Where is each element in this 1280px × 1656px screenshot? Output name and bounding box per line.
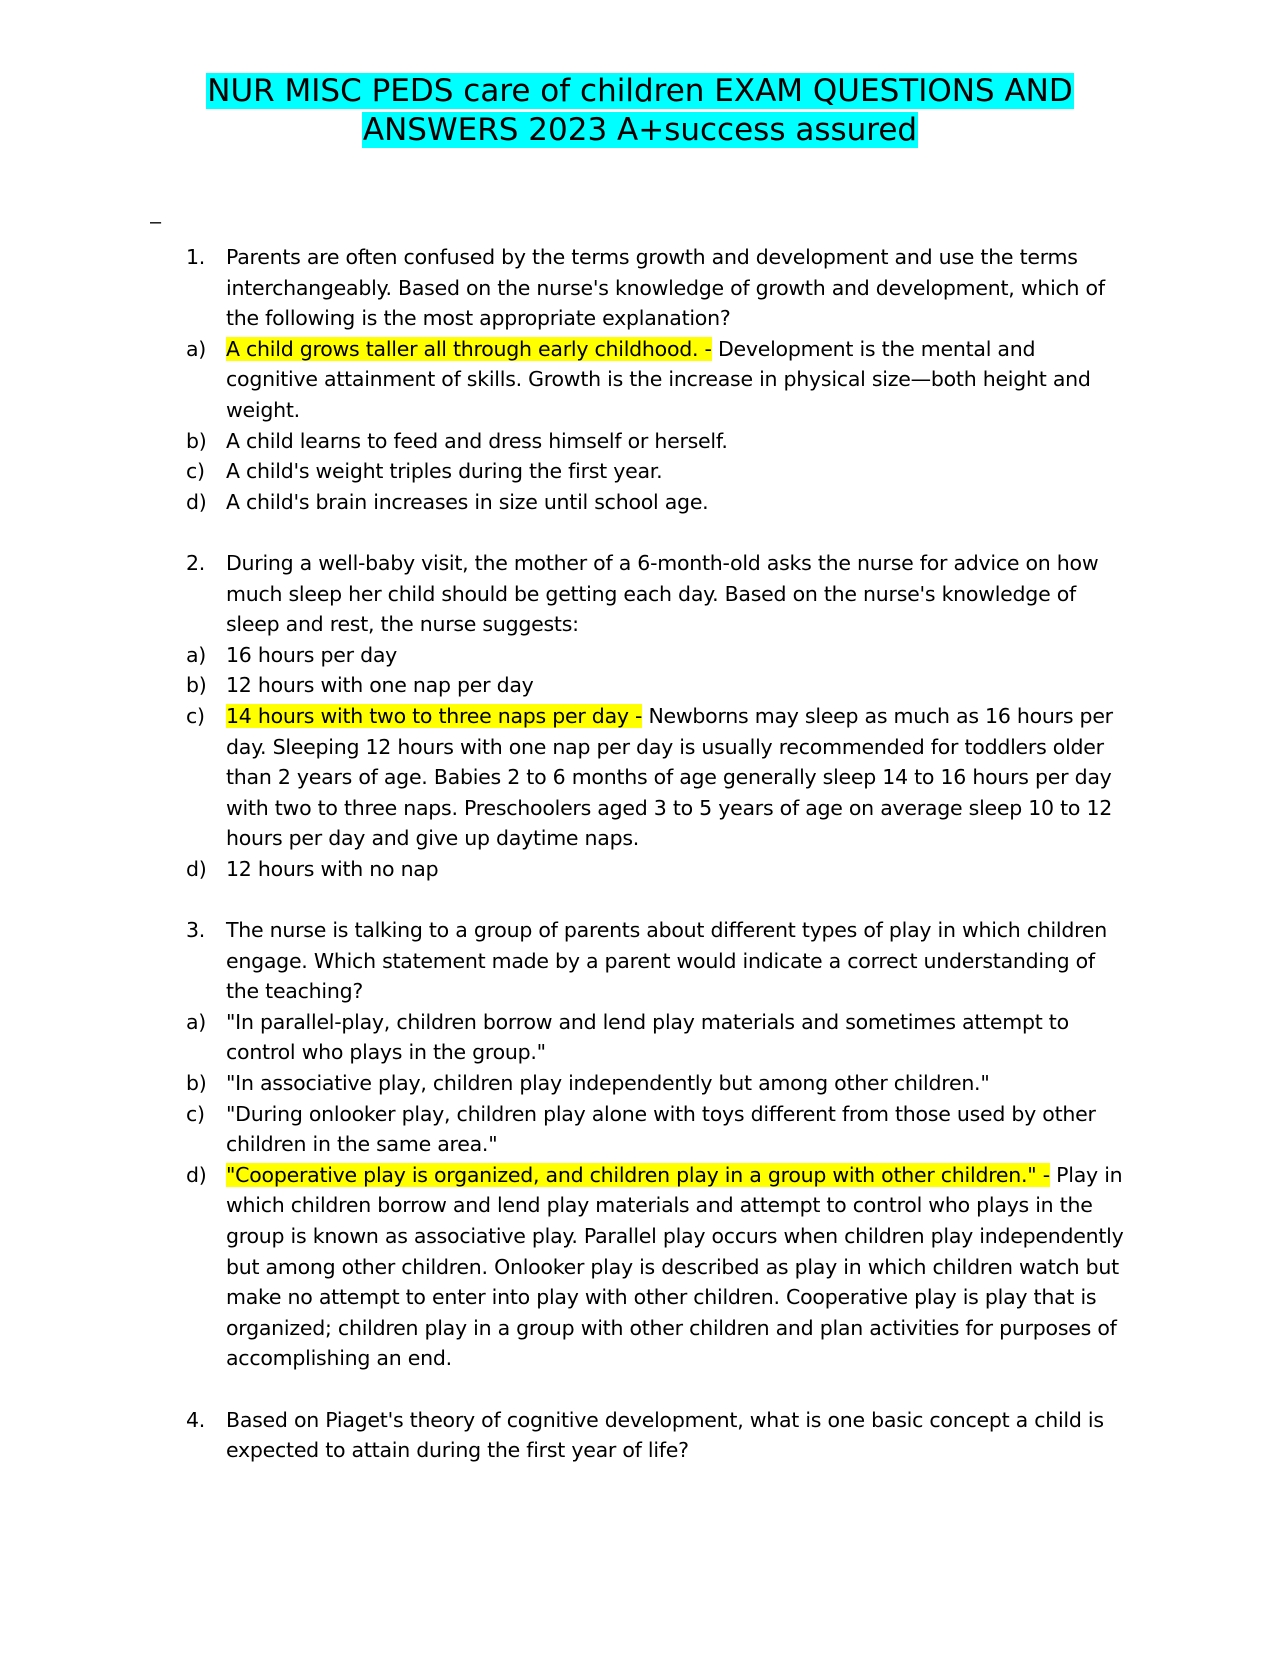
question-text: Parents are often confused by the terms growth and development and use the terms interchangeably. Based on the nurse's knowledge of growth and development, which of the following is the most appropriate explanation?	[226, 245, 1105, 331]
option-letter: b)	[186, 673, 207, 698]
question-text: The nurse is talking to a group of parents about different types of play in which children engage. Which statement made by a parent would indicate a correct understanding of the teaching?	[226, 918, 1107, 1004]
title-line-2: ANSWERS 2023 A+success assured	[362, 112, 918, 148]
question-number: 2.	[186, 550, 206, 575]
option-letter: c)	[186, 459, 205, 484]
option-c	[186, 1099, 1126, 1160]
option-d	[186, 487, 1126, 518]
option-d	[186, 854, 1126, 885]
option-letter: d)	[186, 856, 207, 881]
option-c	[186, 701, 1126, 854]
question-3	[186, 915, 1126, 1374]
option-a	[186, 1007, 1126, 1068]
question-number: 4.	[186, 1407, 206, 1432]
question-4	[186, 1405, 1126, 1466]
option-b	[186, 1068, 1126, 1099]
question-number: 3.	[186, 918, 206, 943]
question-list	[186, 242, 1126, 1496]
document-title	[120, 72, 1160, 150]
answer-rationale: Development is the mental and cognitive attainment of skills. Growth is the increase in physical size—both height and weight.	[226, 336, 1091, 422]
question-text: Based on Piaget's theory of cognitive development, what is one basic concept a child is expected to attain during the first year of life?	[226, 1407, 1104, 1463]
option-letter: d)	[186, 489, 207, 514]
option-b	[186, 670, 1126, 701]
dash-marker: –	[150, 211, 162, 233]
option-text: 16 hours per day	[226, 642, 398, 667]
option-text: A child's weight triples during the first year.	[226, 459, 663, 484]
answer-rationale: Play in which children borrow and lend play materials and attempt to control who plays in the group is known as associative play. Parallel play occurs when children play independently but among other children. Onlooker play is described as play in which children watch but make no attempt to enter into play with other children. Cooperative play is play that is organized; children play in a group with other children and plan activities for purposes of accomplishing an end.	[226, 1162, 1124, 1371]
option-text: 12 hours with no nap	[226, 856, 439, 881]
option-letter: d)	[186, 1162, 207, 1187]
option-c	[186, 456, 1126, 487]
option-text: A child's brain increases in size until school age.	[226, 489, 709, 514]
option-text: "During onlooker play, children play alone with toys different from those used by other children in the same area."	[226, 1101, 1096, 1157]
option-letter: c)	[186, 1101, 205, 1126]
option-letter: c)	[186, 703, 205, 728]
option-text: "In parallel-play, children borrow and lend play materials and sometimes attempt to control who plays in the group."	[226, 1009, 1069, 1065]
option-text: 12 hours with one nap per day	[226, 673, 534, 698]
option-text: "In associative play, children play independently but among other children."	[226, 1071, 990, 1096]
correct-answer-highlight: 14 hours with two to three naps per day -	[226, 703, 643, 728]
option-letter: a)	[186, 1009, 207, 1034]
title-line-1: NUR MISC PEDS care of children EXAM QUESTIONS AND	[207, 73, 1073, 109]
answer-rationale: Newborns may sleep as much as 16 hours per day. Sleeping 12 hours with one nap per day is usually recommended for toddlers older than 2 years of age. Babies 2 to 6 months of age generally sleep 14 to 16 hours per day with two to three naps. Preschoolers aged 3 to 5 years of age on average sleep 10 to 12 hours per day and give up daytime naps.	[226, 703, 1113, 851]
option-a	[186, 334, 1126, 426]
option-a	[186, 640, 1126, 671]
option-letter: b)	[186, 428, 207, 453]
correct-answer-highlight: "Cooperative play is organized, and children play in a group with other children." -	[226, 1162, 1050, 1187]
option-text: A child learns to feed and dress himself or herself.	[226, 428, 728, 453]
question-1	[186, 242, 1126, 517]
correct-answer-highlight: A child grows taller all through early childhood. -	[226, 336, 712, 361]
question-text: During a well-baby visit, the mother of a 6-month-old asks the nurse for advice on how much sleep her child should be getting each day. Based on the nurse's knowledge of sleep and rest, the nurse suggests:	[226, 550, 1099, 637]
question-2	[186, 548, 1126, 885]
option-b	[186, 426, 1126, 457]
option-letter: b)	[186, 1071, 207, 1096]
option-d	[186, 1160, 1126, 1374]
option-letter: a)	[186, 336, 207, 361]
question-number: 1.	[186, 245, 206, 269]
option-letter: a)	[186, 642, 207, 667]
